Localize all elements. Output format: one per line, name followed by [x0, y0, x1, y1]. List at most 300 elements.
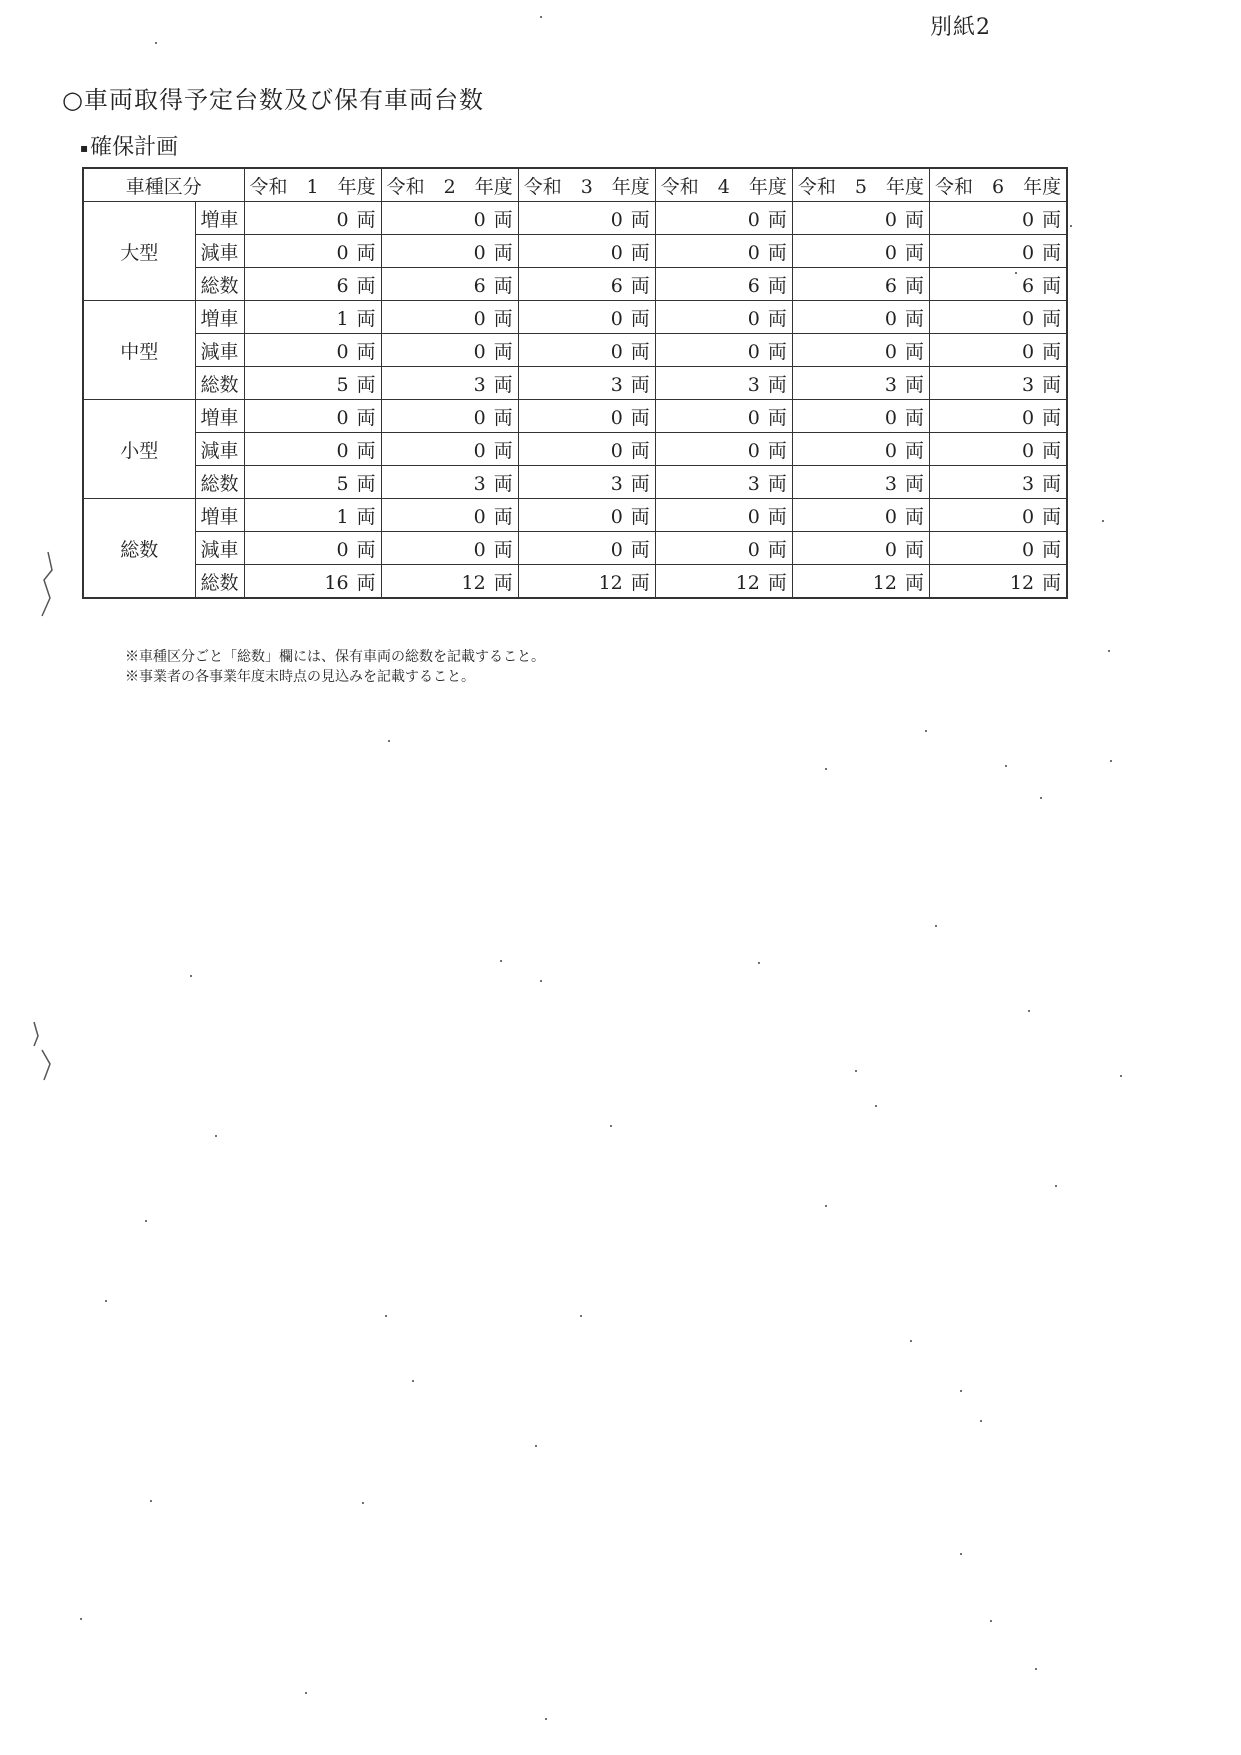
unit-label: 両	[904, 274, 924, 297]
scan-mark	[30, 550, 60, 620]
unit-label: 両	[356, 274, 376, 297]
count-cell	[381, 433, 518, 466]
unit-label: 両	[630, 439, 650, 462]
count-cell	[518, 202, 655, 235]
unit-label: 両	[630, 538, 650, 561]
count-cell	[929, 367, 1067, 400]
scan-speck	[960, 1390, 962, 1392]
scan-mark	[28, 1020, 58, 1090]
unit-label: 両	[904, 307, 924, 330]
vehicle-count: 0	[1021, 208, 1035, 231]
scan-speck	[1005, 765, 1007, 767]
count-cell	[792, 499, 929, 532]
table-row	[83, 367, 1067, 400]
vehicle-count: 6	[747, 274, 760, 297]
count-cell	[244, 202, 381, 235]
unit-label: 両	[493, 340, 513, 363]
vehicle-count: 0	[747, 538, 760, 561]
vehicle-count: 12	[461, 571, 486, 594]
vehicle-category: 中型	[83, 301, 195, 400]
vehicle-count: 0	[747, 439, 760, 462]
vehicle-count: 0	[610, 505, 623, 528]
vehicle-count: 0	[747, 340, 760, 363]
footnote: ※車種区分ごと「総数」欄には、保有車両の総数を記載すること。	[125, 649, 545, 665]
header-row	[83, 168, 1067, 202]
scan-speck	[545, 1718, 547, 1720]
row-label: 総数	[195, 367, 244, 400]
row-label: 増車	[195, 400, 244, 433]
count-cell	[655, 400, 792, 433]
unit-label: 両	[356, 439, 376, 462]
vehicle-count: 0	[1021, 406, 1035, 429]
vehicle-count: 3	[747, 472, 760, 495]
count-cell	[518, 235, 655, 268]
unit-label: 両	[630, 571, 650, 594]
count-cell	[244, 367, 381, 400]
scan-speck	[1108, 650, 1110, 652]
table-row	[83, 499, 1067, 532]
vehicle-count: 12	[872, 571, 897, 594]
count-cell	[792, 367, 929, 400]
vehicle-count: 5	[336, 472, 349, 495]
unit-label: 両	[1042, 307, 1062, 330]
unit-label: 両	[767, 505, 787, 528]
vehicle-count: 0	[336, 340, 349, 363]
unit-label: 両	[356, 571, 376, 594]
count-cell	[929, 268, 1067, 301]
vehicle-count: 6	[1021, 274, 1035, 297]
unit-label: 両	[1042, 505, 1062, 528]
unit-label: 両	[904, 505, 924, 528]
unit-label: 両	[630, 208, 650, 231]
vehicle-count: 12	[598, 571, 623, 594]
count-cell	[792, 235, 929, 268]
unit-label: 両	[493, 274, 513, 297]
vehicle-count: 0	[336, 241, 349, 264]
unit-label: 両	[904, 571, 924, 594]
count-cell	[929, 499, 1067, 532]
count-cell	[792, 334, 929, 367]
count-cell	[929, 301, 1067, 334]
scan-speck	[1055, 1185, 1057, 1187]
section-subtitle	[80, 130, 178, 161]
count-cell	[792, 532, 929, 565]
table-row	[83, 532, 1067, 565]
count-cell	[655, 334, 792, 367]
vehicle-count: 0	[473, 439, 486, 462]
scan-speck	[385, 1315, 387, 1317]
unit-label: 両	[493, 538, 513, 561]
count-cell	[792, 466, 929, 499]
vehicle-count: 0	[610, 439, 623, 462]
count-cell	[655, 499, 792, 532]
count-cell	[381, 268, 518, 301]
unit-label: 両	[1042, 571, 1062, 594]
scan-speck	[145, 1220, 147, 1222]
scan-speck	[825, 768, 827, 770]
vehicle-count: 0	[1021, 538, 1035, 561]
count-cell	[244, 466, 381, 499]
unit-label: 両	[767, 373, 787, 396]
unit-label: 両	[904, 439, 924, 462]
vehicle-count: 0	[336, 439, 349, 462]
count-cell	[792, 433, 929, 466]
vehicle-count: 12	[1009, 571, 1035, 594]
year-header: 令和 5 年度	[792, 168, 929, 202]
count-cell	[244, 433, 381, 466]
unit-label: 両	[630, 340, 650, 363]
count-cell	[244, 235, 381, 268]
unit-label: 両	[904, 538, 924, 561]
scan-speck	[1015, 272, 1017, 274]
row-label: 増車	[195, 301, 244, 334]
table-row	[83, 334, 1067, 367]
unit-label: 両	[1042, 406, 1062, 429]
scan-speck	[535, 1445, 537, 1447]
vehicle-count: 0	[747, 307, 760, 330]
unit-label: 両	[1042, 274, 1062, 297]
count-cell	[655, 433, 792, 466]
vehicle-count: 3	[884, 472, 897, 495]
unit-label: 両	[767, 406, 787, 429]
vehicle-count: 0	[1021, 241, 1035, 264]
vehicle-count: 3	[473, 472, 486, 495]
year-header: 令和 2 年度	[381, 168, 518, 202]
unit-label: 両	[904, 208, 924, 231]
scan-speck	[305, 1692, 307, 1694]
unit-label: 両	[767, 274, 787, 297]
footnotes	[125, 647, 545, 687]
unit-label: 両	[904, 241, 924, 264]
count-cell	[381, 334, 518, 367]
table-row	[83, 202, 1067, 235]
unit-label: 両	[630, 307, 650, 330]
vehicle-count: 0	[610, 208, 623, 231]
vehicle-count: 0	[747, 241, 760, 264]
vehicle-count: 0	[747, 505, 760, 528]
table-row	[83, 268, 1067, 301]
count-cell	[381, 367, 518, 400]
footnote: ※事業者の各事業年度末時点の見込みを記載すること。	[125, 669, 475, 685]
count-cell	[381, 565, 518, 599]
unit-label: 両	[767, 340, 787, 363]
unit-label: 両	[767, 472, 787, 495]
vehicle-count: 0	[473, 241, 486, 264]
row-label: 減車	[195, 433, 244, 466]
unit-label: 両	[767, 439, 787, 462]
vehicle-count: 6	[473, 274, 486, 297]
vehicle-count: 0	[336, 538, 349, 561]
row-label: 増車	[195, 202, 244, 235]
vehicle-count: 0	[610, 538, 623, 561]
scan-speck	[190, 975, 192, 977]
count-cell	[929, 202, 1067, 235]
vehicle-category: 総数	[83, 499, 195, 599]
unit-label: 両	[356, 340, 376, 363]
scan-speck	[1102, 520, 1104, 522]
vehicle-count: 12	[735, 571, 760, 594]
scan-speck	[935, 925, 937, 927]
table-row	[83, 565, 1067, 599]
vehicle-count: 0	[884, 340, 897, 363]
unit-label: 両	[356, 538, 376, 561]
row-label: 総数	[195, 268, 244, 301]
vehicle-count: 6	[336, 274, 349, 297]
vehicle-count: 0	[884, 208, 897, 231]
count-cell	[655, 466, 792, 499]
count-cell	[518, 400, 655, 433]
vehicle-count: 3	[1021, 373, 1035, 396]
unit-label: 両	[904, 373, 924, 396]
count-cell	[929, 532, 1067, 565]
vehicle-count: 0	[1021, 340, 1035, 363]
count-cell	[792, 202, 929, 235]
unit-label: 両	[493, 208, 513, 231]
unit-label: 両	[767, 241, 787, 264]
count-cell	[244, 400, 381, 433]
row-label: 減車	[195, 235, 244, 268]
vehicle-count: 0	[473, 505, 486, 528]
unit-label: 両	[1042, 472, 1062, 495]
scan-speck	[1040, 797, 1042, 799]
unit-label: 両	[630, 505, 650, 528]
category-header: 車種区分	[83, 168, 244, 202]
year-header: 令和 1 年度	[244, 168, 381, 202]
scan-speck	[150, 1500, 152, 1502]
count-cell	[518, 367, 655, 400]
table-row	[83, 433, 1067, 466]
scan-speck	[980, 1420, 982, 1422]
vehicle-count: 6	[884, 274, 897, 297]
unit-label: 両	[493, 439, 513, 462]
count-cell	[244, 334, 381, 367]
vehicle-count: 0	[884, 439, 897, 462]
unit-label: 両	[1042, 340, 1062, 363]
vehicle-count: 0	[336, 406, 349, 429]
scan-speck	[910, 1340, 912, 1342]
vehicle-count: 0	[884, 406, 897, 429]
count-cell	[655, 301, 792, 334]
scan-speck	[990, 1620, 992, 1622]
vehicle-plan-table	[82, 167, 1068, 599]
year-header: 令和 6 年度	[929, 168, 1067, 202]
count-cell	[792, 400, 929, 433]
unit-label: 両	[767, 208, 787, 231]
vehicle-count: 0	[610, 340, 623, 363]
count-cell	[381, 466, 518, 499]
count-cell	[518, 268, 655, 301]
vehicle-count: 0	[610, 241, 623, 264]
count-cell	[518, 433, 655, 466]
count-cell	[244, 301, 381, 334]
vehicle-count: 3	[884, 373, 897, 396]
scan-speck	[925, 730, 927, 732]
vehicle-count: 0	[336, 208, 349, 231]
page-title: ○車両取得予定台数及び保有車両台数	[62, 86, 484, 114]
scan-speck	[1070, 225, 1072, 227]
year-header: 令和 4 年度	[655, 168, 792, 202]
count-cell	[929, 433, 1067, 466]
count-cell	[792, 565, 929, 599]
count-cell	[929, 400, 1067, 433]
count-cell	[518, 466, 655, 499]
count-cell	[518, 532, 655, 565]
count-cell	[929, 565, 1067, 599]
vehicle-count: 0	[747, 208, 760, 231]
unit-label: 両	[356, 241, 376, 264]
scan-speck	[825, 1205, 827, 1207]
count-cell	[655, 202, 792, 235]
page-label: 別紙2	[930, 15, 991, 40]
subtitle-text: 確保計画	[90, 135, 179, 160]
unit-label: 両	[356, 406, 376, 429]
count-cell	[381, 499, 518, 532]
count-cell	[381, 235, 518, 268]
vehicle-count: 0	[473, 208, 486, 231]
unit-label: 両	[493, 571, 513, 594]
vehicle-count: 0	[1021, 307, 1035, 330]
scan-speck	[540, 980, 542, 982]
count-cell	[381, 301, 518, 334]
scan-speck	[1110, 760, 1112, 762]
row-label: 減車	[195, 532, 244, 565]
vehicle-count: 0	[610, 406, 623, 429]
scan-speck	[1028, 1010, 1030, 1012]
unit-label: 両	[356, 472, 376, 495]
unit-label: 両	[356, 505, 376, 528]
count-cell	[929, 466, 1067, 499]
scan-speck	[105, 1300, 107, 1302]
count-cell	[655, 235, 792, 268]
unit-label: 両	[1042, 373, 1062, 396]
row-label: 総数	[195, 466, 244, 499]
count-cell	[792, 301, 929, 334]
vehicle-count: 5	[336, 373, 349, 396]
vehicle-count: 3	[473, 373, 486, 396]
count-cell	[655, 268, 792, 301]
vehicle-count: 0	[884, 538, 897, 561]
vehicle-count: 0	[747, 406, 760, 429]
count-cell	[655, 532, 792, 565]
table-row	[83, 301, 1067, 334]
unit-label: 両	[493, 406, 513, 429]
scan-speck	[758, 962, 760, 964]
vehicle-count: 6	[610, 274, 623, 297]
scan-speck	[362, 1502, 364, 1504]
vehicle-count: 0	[884, 241, 897, 264]
table-row	[83, 400, 1067, 433]
count-cell	[244, 268, 381, 301]
scan-speck	[580, 1315, 582, 1317]
unit-label: 両	[493, 472, 513, 495]
unit-label: 両	[767, 538, 787, 561]
row-label: 減車	[195, 334, 244, 367]
count-cell	[518, 499, 655, 532]
scan-speck	[875, 1105, 877, 1107]
scan-speck	[610, 1125, 612, 1127]
scan-speck	[412, 1380, 414, 1382]
scan-speck	[540, 16, 542, 18]
count-cell	[381, 400, 518, 433]
count-cell	[381, 202, 518, 235]
scan-speck	[855, 1070, 857, 1072]
count-cell	[655, 565, 792, 599]
vehicle-count: 3	[747, 373, 760, 396]
scan-speck	[80, 1618, 82, 1620]
vehicle-count: 1	[336, 505, 349, 528]
unit-label: 両	[356, 208, 376, 231]
unit-label: 両	[630, 241, 650, 264]
vehicle-count: 3	[1021, 472, 1035, 495]
vehicle-count: 0	[473, 340, 486, 363]
unit-label: 両	[1042, 538, 1062, 561]
unit-label: 両	[904, 472, 924, 495]
unit-label: 両	[767, 571, 787, 594]
vehicle-category: 小型	[83, 400, 195, 499]
unit-label: 両	[493, 307, 513, 330]
vehicle-count: 0	[473, 307, 486, 330]
count-cell	[792, 268, 929, 301]
unit-label: 両	[630, 406, 650, 429]
count-cell	[244, 499, 381, 532]
unit-label: 両	[493, 505, 513, 528]
vehicle-count: 0	[473, 406, 486, 429]
vehicle-count: 3	[610, 373, 623, 396]
vehicle-count: 1	[336, 307, 349, 330]
unit-label: 両	[493, 241, 513, 264]
unit-label: 両	[356, 307, 376, 330]
row-label: 総数	[195, 565, 244, 599]
scan-speck	[500, 960, 502, 962]
vehicle-count: 16	[324, 571, 349, 594]
count-cell	[244, 532, 381, 565]
unit-label: 両	[356, 373, 376, 396]
scan-speck	[1120, 1075, 1122, 1077]
table-row	[83, 235, 1067, 268]
count-cell	[929, 235, 1067, 268]
unit-label: 両	[904, 406, 924, 429]
year-header: 令和 3 年度	[518, 168, 655, 202]
table-row	[83, 466, 1067, 499]
vehicle-count: 3	[610, 472, 623, 495]
unit-label: 両	[630, 373, 650, 396]
count-cell	[655, 367, 792, 400]
count-cell	[518, 334, 655, 367]
vehicle-count: 0	[610, 307, 623, 330]
scan-speck	[155, 42, 157, 44]
scan-speck	[388, 740, 390, 742]
unit-label: 両	[1042, 439, 1062, 462]
count-cell	[244, 565, 381, 599]
unit-label: 両	[904, 340, 924, 363]
count-cell	[518, 565, 655, 599]
count-cell	[381, 532, 518, 565]
scan-speck	[960, 1553, 962, 1555]
vehicle-count: 0	[884, 505, 897, 528]
table-body	[83, 202, 1067, 599]
unit-label: 両	[630, 472, 650, 495]
scan-speck	[1035, 1668, 1037, 1670]
unit-label: 両	[630, 274, 650, 297]
count-cell	[929, 334, 1067, 367]
scan-speck	[215, 1135, 217, 1137]
row-label: 増車	[195, 499, 244, 532]
unit-label: 両	[1042, 241, 1062, 264]
count-cell	[518, 301, 655, 334]
vehicle-count: 0	[1021, 439, 1035, 462]
vehicle-count: 0	[884, 307, 897, 330]
vehicle-category: 大型	[83, 202, 195, 301]
